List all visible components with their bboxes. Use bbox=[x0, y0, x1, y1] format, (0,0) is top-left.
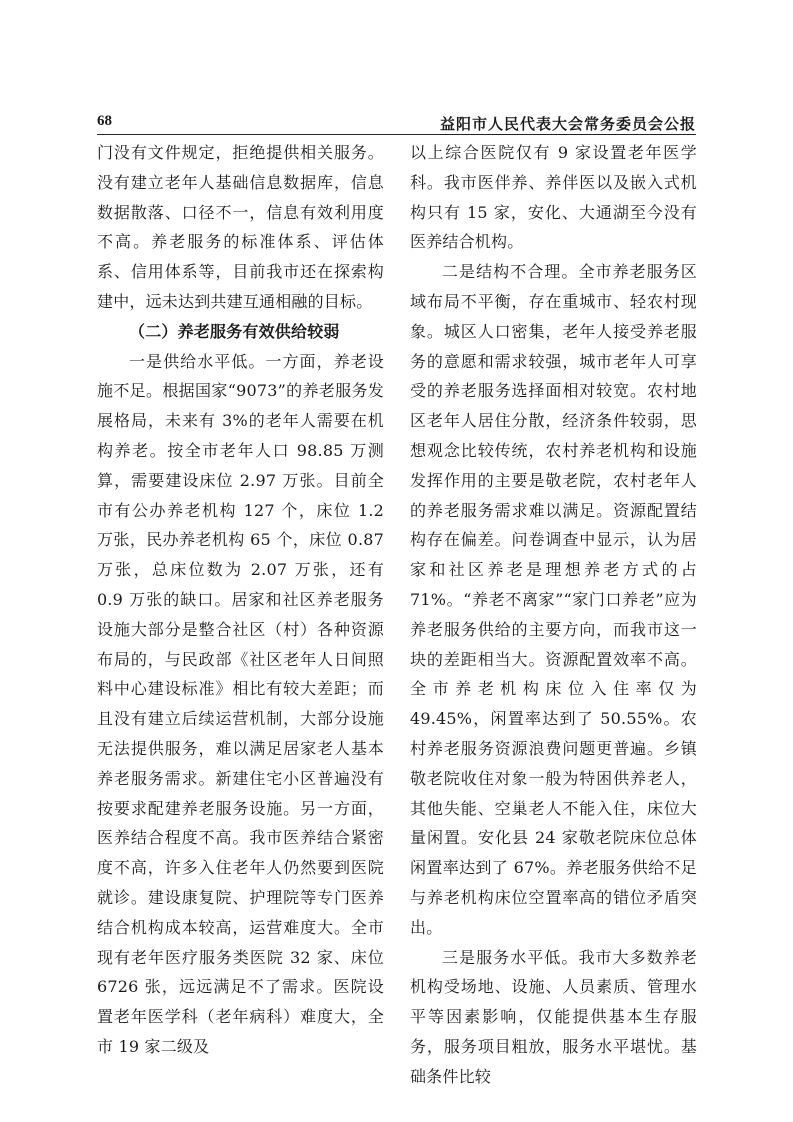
paragraph-supply-level: 一是供给水平低。一方面，养老设施不足。根据国家“9073”的养老服务发展格局，未来有 3%的老年人需要在机构养老。按全市老年人口 98.85 万测算，需要建设床位 2.97 万张。目前全市有公办养老机构 127 个，床位 1.2 万张，民办养老机构 65 个，床位 0.87 万张，总床位数为 2.07 万张，还有 0.9 万张的缺口。居家和社区养老服务设施大部分是整合社区（村）各种资源布局的，与民政部《社区老年人日间照料中心建设标准》相比有较大差距；而且没有建立后续运营机制，大部分设施无法提供服务，难以满足居家老人基本养老服务需求。新建住宅小区普遍没有按要求配建养老服务设施。另一方面，医养结合程度不高。我市医养结合紧密度不高，许多入住老年人仍然要到医院就诊。建设康复院、护理院等专门医养结合机构成本较高，运营难度大。全市现有老年医疗服务类医院 32 家、床位 6726 张，远远满足不了需求。医院设置老年医学科（老年病科）难度大，全市 19 家二级及 bbox=[97, 351, 384, 1056]
paragraph-structure: 二是结构不合理。全市养老服务区域布局不平衡，存在重城市、轻农村现象。城区人口密集，老年人接受养老服务的意愿和需求较强，城市老年人可享受的养老服务选择面相对较宽。农村地区老年人居住分散，经济条件较弱，思想观念比较传统，农村养老机构和设施发挥作用的主要是敬老院，农村老年人的养老服务需求难以满足。资源配置结构存在偏差。问卷调查中显示，认为居家和社区养老是理想养老方式的占 71%。“养老不离家”“家门口养老”应为养老服务供给的主要方向，而我市这一块的差距相当大。资源配置效率不高。全市养老机构床位入住率仅为 49.45%，闲置率达到了 50.55%。农村养老服务资源浪费问题更普遍。乡镇敬老院收住对象一般为特困供养老人，其他失能、空巢老人不能入住，床位大量闲置。安化县 24 家敬老院床位总体闲置率达到了 67%。养老服务供给不足与养老机构床位空置率高的错位矛盾突出。 bbox=[410, 262, 697, 937]
paragraph-continued: 以上综合医院仅有 9 家设置老年医学科。我市医伴养、养伴医以及嵌入式机构只有 15 家，安化、大通湖至今没有医养结合机构。 bbox=[410, 143, 697, 252]
page-number: 68 bbox=[97, 113, 112, 129]
left-column bbox=[97, 138, 384, 1062]
right-column bbox=[410, 138, 697, 1092]
header-divider bbox=[97, 134, 696, 135]
section-heading: （二）养老服务有效供给较弱 bbox=[129, 321, 340, 341]
paragraph-continued: 门没有文件规定，拒绝提供相关服务。没有建立老年人基础信息数据库，信息数据散落、口径不一，信息有效利用度不高。养老服务的标准体系、评估体系、信用体系等，目前我市还在探索构建中，远未达到共建互通相融的目标。 bbox=[97, 143, 384, 311]
publication-title: 益阳市人民代表大会常务委员会公报 bbox=[439, 115, 696, 133]
page-header bbox=[97, 113, 696, 135]
paragraph-service-level: 三是服务水平低。我市大多数养老机构受场地、设施、人员素质、管理水平等因素影响，仅能提供基本生存服务，服务项目粗放，服务水平堪忧。基础条件比较 bbox=[410, 947, 697, 1086]
